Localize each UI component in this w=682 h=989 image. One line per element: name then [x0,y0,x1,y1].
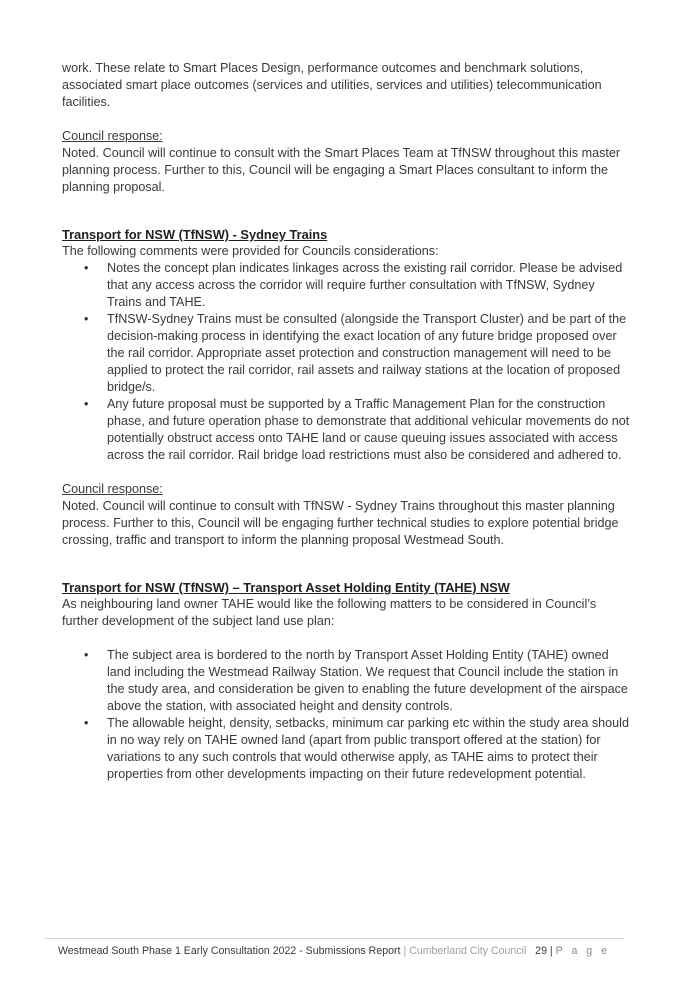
section-intro-sydney-trains: The following comments were provided for Councils considerations: [62,244,439,258]
section-heading-tahe: Transport for NSW (TfNSW) – Transport Asset Holding Entity (TAHE) NSW [62,580,510,595]
section-heading-sydney-trains: Transport for NSW (TfNSW) - Sydney Trains [62,227,328,242]
page-number: 29 [535,945,547,957]
footer-separator: | [549,945,553,957]
bullet-list-tahe [62,647,630,783]
council-response-text: Noted. Council will continue to consult with the Smart Places Team at TfNSW throughout this master planning process. Further to this, Council will be engaging a Smart Places consultant to inform the planning proposal. [62,146,621,194]
list-item: • Notes the concept plan indicates linkages across the existing rail corridor. Please be advised that any access across the corridor will require further consultation with TfNSW, Sydney Trains and TAHE. [62,260,630,311]
list-item: • Any future proposal must be supported by a Traffic Management Plan for the construction phase, and future operation phase to demonstrate that additional vehicular movements do not potentially obstruct access onto TAHE land or cause queuing issues associated with access across the rail corridor. Rail bridge load restrictions must also be considered and adhered to. [62,396,630,464]
page-footer [44,938,624,957]
footer-separator: | [403,945,407,957]
section-intro-tahe: As neighbouring land owner TAHE would like the following matters to be considered in Council’s further development of the subject land use plan: [62,597,597,628]
page-label: P a g e [555,945,611,957]
list-item: • The subject area is bordered to the north by Transport Asset Holding Entity (TAHE) owned land including the Westmead Railway Station. We request that Council include the station in the study area, and consideration be given to enabling the future development of the airspace above the station, with associated height and density controls. [62,647,630,715]
intro-paragraph: work. These relate to Smart Places Design, performance outcomes and benchmark solutions, associated smart place outcomes (services and utilities, services and utilities) telecommunication facilities. [62,61,602,109]
footer-council-name: Cumberland City Council [409,945,527,957]
document-body [62,60,630,783]
bullet-list-sydney-trains [62,260,630,464]
council-response-label: Council response: [62,129,163,143]
council-response-label: Council response: [62,482,163,496]
footer-report-title: Westmead South Phase 1 Early Consultation 2022 - Submissions Report [57,945,401,957]
list-item: • The allowable height, density, setbacks, minimum car parking etc within the study area should in no way rely on TAHE owned land (apart from public transport offered at the station) for variations to any such controls that would otherwise apply, as TAHE aims to protect their properties from other developments impacting on their future redevelopment potential. [62,715,630,783]
list-item: • TfNSW-Sydney Trains must be consulted (alongside the Transport Cluster) and be part of the decision-making process in identifying the exact location of any future bridge proposed over the rail corridor. Appropriate asset protection and construction management will need to be applied to protect the rail corridor, rail assets and railway stations at the location of proposed bridge/s. [62,311,630,396]
council-response-text: Noted. Council will continue to consult with TfNSW - Sydney Trains throughout this master planning process. Further to this, Council will be engaging further technical studies to explore potential bridge crossing, traffic and transport to inform the planning proposal Westmead South. [62,499,619,547]
